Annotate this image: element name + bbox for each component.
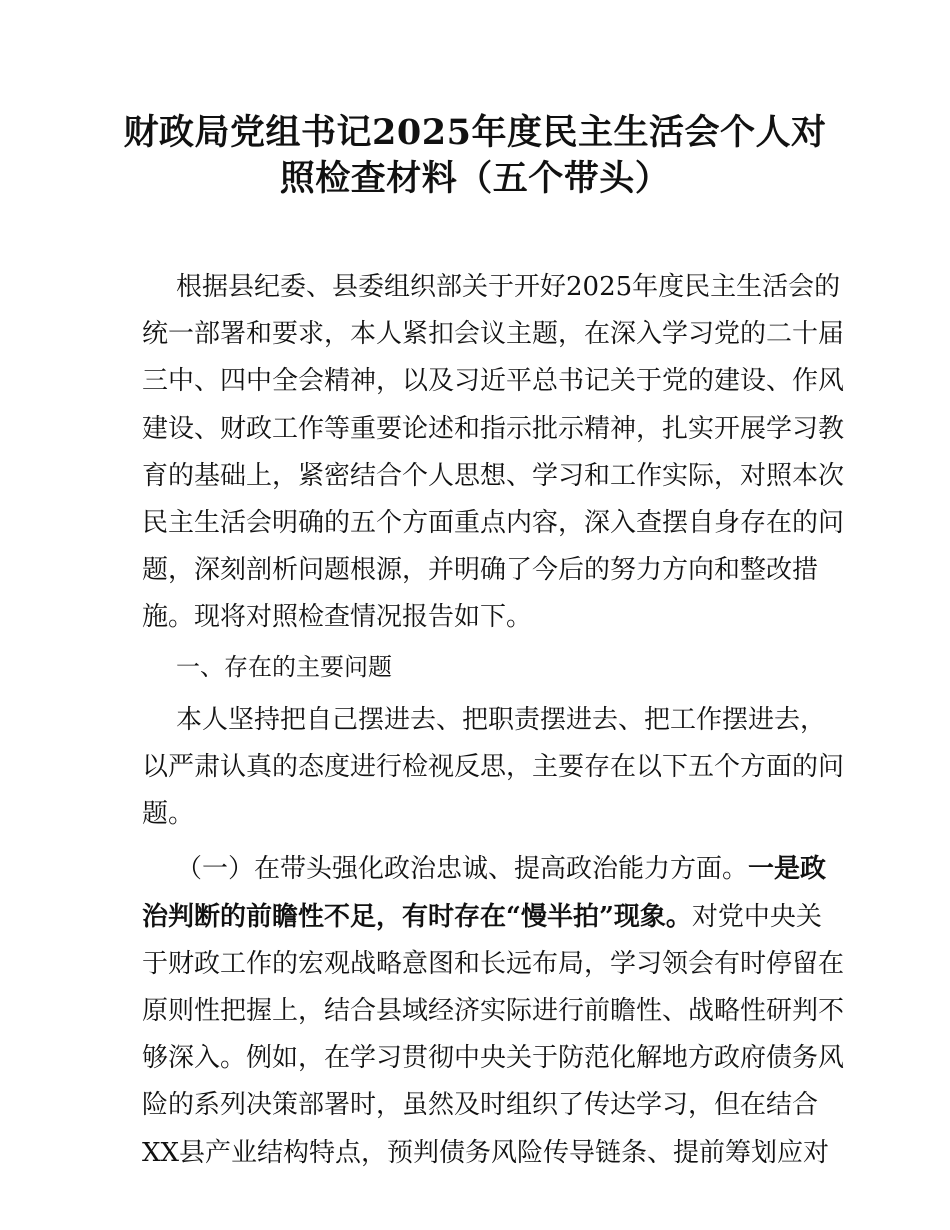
item-one-line: XX县产业结构特点，预判债务风险传导链条、提前筹划应对 <box>142 1137 830 1168</box>
intro-line: 统一部署和要求，本人紧扣会议主题，在深入学习党的二十届 <box>142 319 845 350</box>
document-body <box>142 264 845 1177</box>
intro-line: 民主生活会明确的五个方面重点内容，深入查摆自身存在的问 <box>142 508 845 539</box>
intro-line: 建设、财政工作等重要论述和指示批示精神，扎实开展学习教 <box>142 413 845 444</box>
intro-line: 根据县纪委、县委组织部关于开好2025年度民主生活会的 <box>176 272 841 302</box>
item-one-line: 于财政工作的宏观战略意图和长远布局，学习领会有时停留在 <box>142 948 845 979</box>
intro-line: 育的基础上，紧密结合个人思想、学习和工作实际，对照本次 <box>142 460 845 491</box>
title-line-2: 照检查材料（五个带头） <box>279 158 671 199</box>
item-one-lead-bold: 一是政 <box>748 854 827 885</box>
intro-line: 施。现将对照检查情况报告如下。 <box>142 602 533 633</box>
section-heading-problems: 一、存在的主要问题 <box>176 652 392 681</box>
section-intro-line: 本人坚持把自己摆进去、把职责摆进去、把工作摆进去， <box>176 704 827 735</box>
section-intro-line: 以严肃认真的态度进行检视反思，主要存在以下五个方面的问 <box>142 752 845 783</box>
item-one-line: 够深入。例如，在学习贯彻中央关于防范化解地方政府债务风 <box>142 1043 845 1074</box>
intro-line: 题，深刻剖析问题根源，并明确了今后的努力方向和整改措 <box>142 555 819 586</box>
item-one-line-1 <box>142 846 827 893</box>
document-title <box>120 110 830 202</box>
item-one-point-bold: 治判断的前瞻性不足，有时存在“慢半拍”现象。 <box>142 901 692 932</box>
section-intro-line: 题。 <box>142 799 195 830</box>
title-line-1: 财政局党组书记2025年度民主生活会个人对 <box>123 112 827 153</box>
item-one-paragraph <box>142 846 845 1176</box>
item-one-point-text: 对党中央关 <box>691 901 822 932</box>
section-intro-paragraph <box>142 697 845 839</box>
intro-line: 三中、四中全会精神，以及习近平总书记关于党的建设、作风 <box>142 366 845 397</box>
paragraph-gap <box>142 838 810 846</box>
item-one-line: 险的系列决策部署时，虽然及时组织了传达学习，但在结合 <box>142 1090 819 1121</box>
item-one-line-2 <box>142 894 822 941</box>
intro-paragraph <box>142 264 845 642</box>
item-one-line: 原则性把握上，结合县域经济实际进行前瞻性、战略性研判不 <box>142 996 845 1027</box>
item-one-lead: （一）在带头强化政治忠诚、提高政治能力方面。 <box>176 854 749 885</box>
